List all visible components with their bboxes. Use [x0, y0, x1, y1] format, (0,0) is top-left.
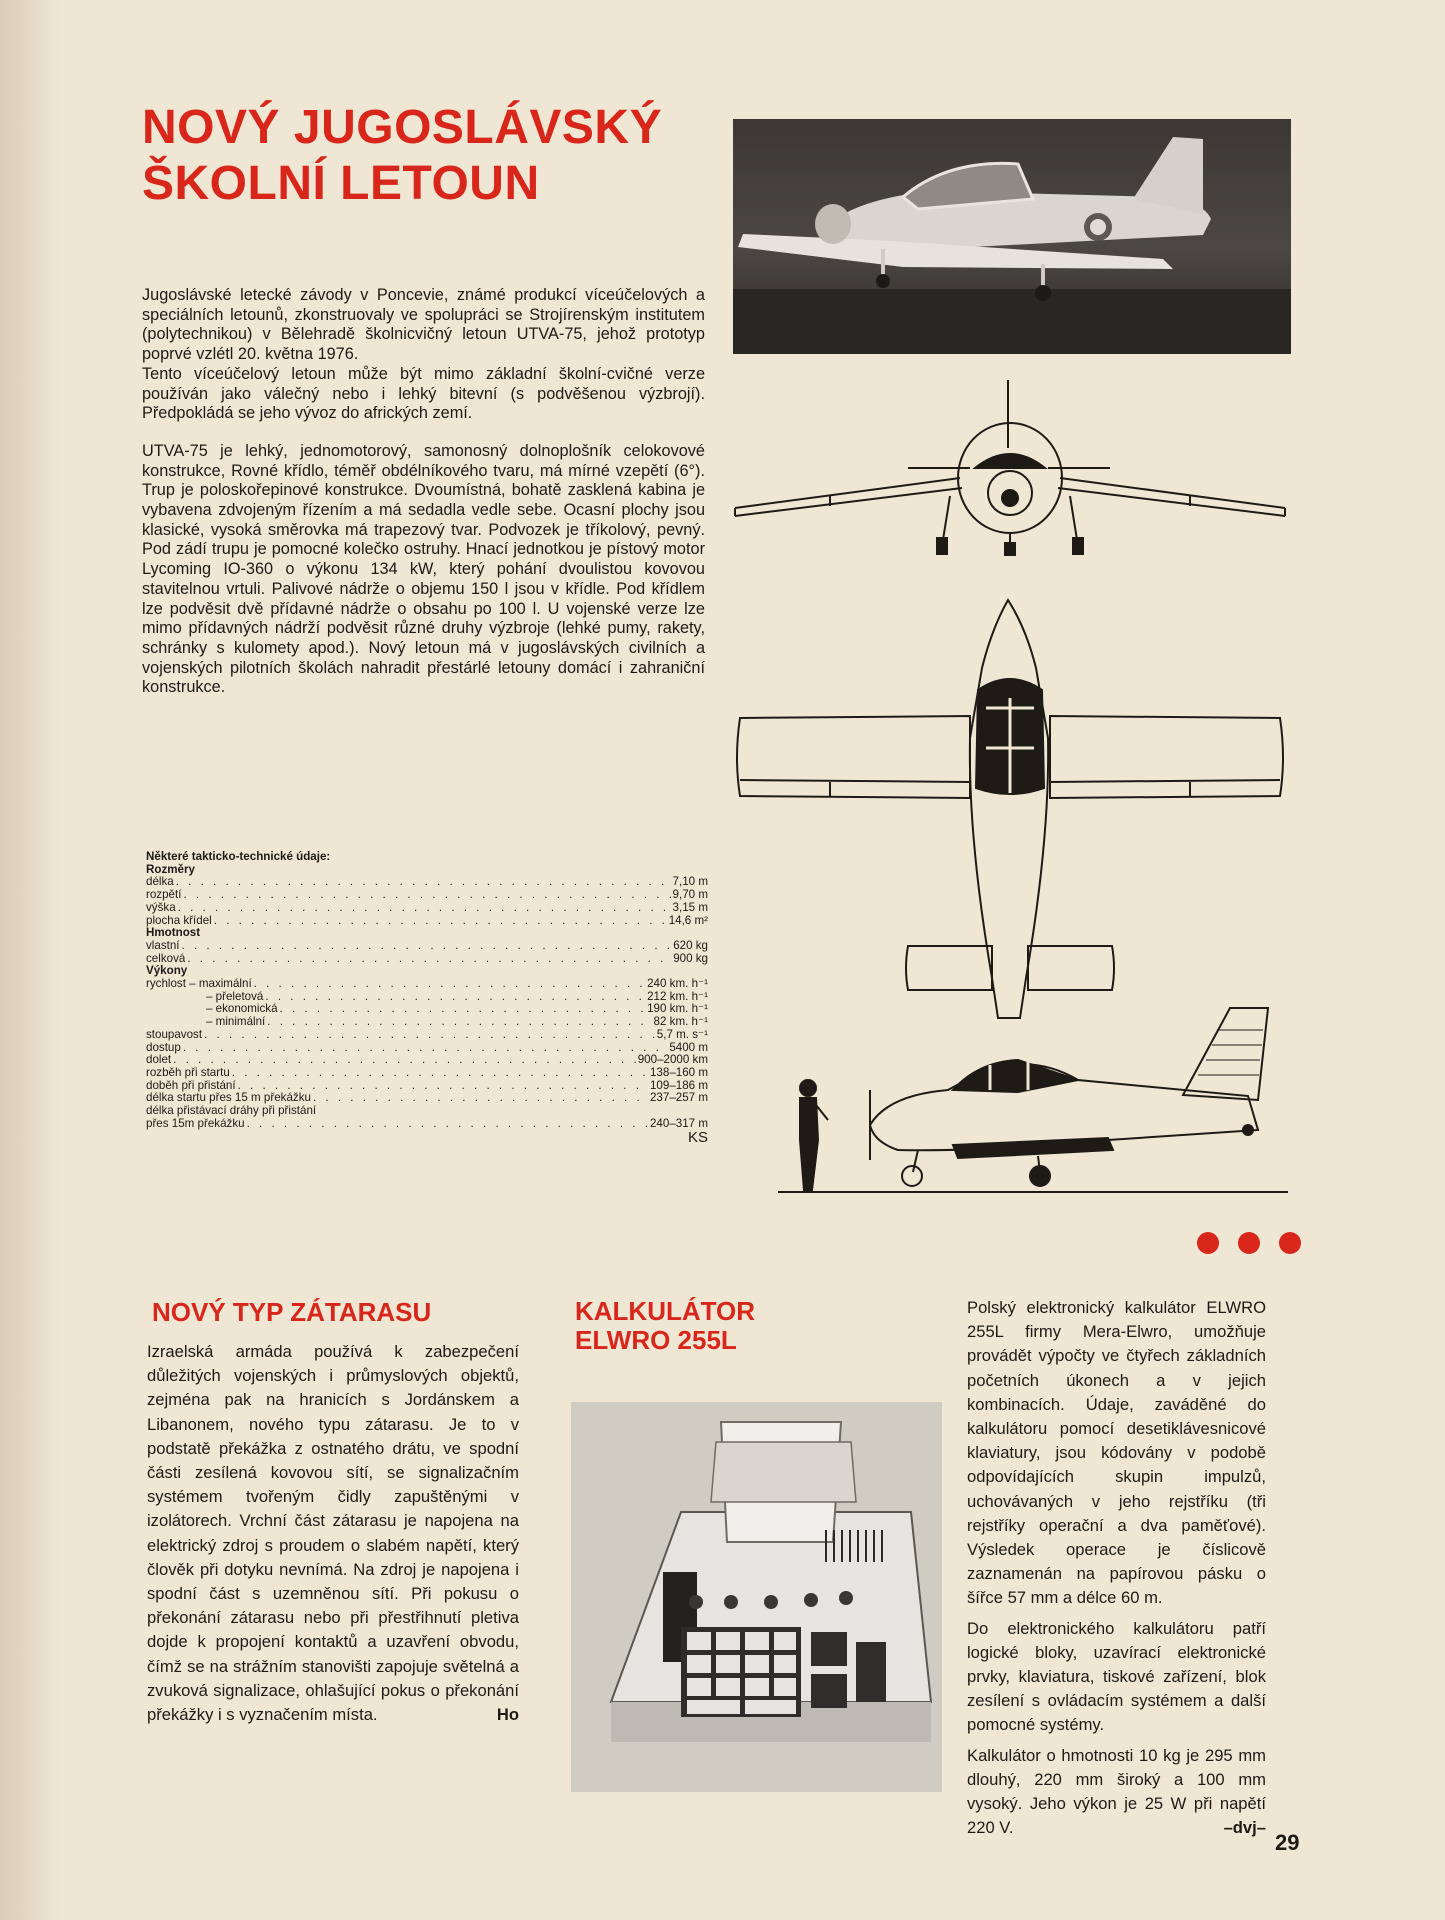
spec-row: – přeletová . . . 212 km. h⁻¹	[146, 991, 708, 1004]
article-title-line-1: KALKULÁTOR	[575, 1296, 756, 1326]
specs-group-dimensions: Rozměry	[146, 862, 195, 876]
article-paragraph: Jugoslávské letecké závody v Poncevie, známé produkcí víceúčelových a speciálních letounů, zkonstruovaly ve spolupráci se Strojírenským institutem (polytechnikou) v Bělehradě školnicvičný letoun UTVA-75, jehož prototyp poprvé vzlétl 20. května 1976.	[142, 286, 705, 364]
spec-row: doběh při přistání . . . 109–186 m	[146, 1080, 708, 1093]
spec-row: dostup . . . 5400 m	[146, 1042, 708, 1055]
spec-row: celková . . . 900 kg	[146, 953, 708, 966]
spec-row: délka . . . 7,10 m	[146, 876, 708, 889]
specs-table	[146, 851, 708, 1145]
article-paragraph: Kalkulátor o hmotnosti 10 kg je 295 mm dlouhý, 220 mm široký a 100 mm vysoký. Jeho výkon je 25 W při napětí 220 V. –dvj–	[967, 1744, 1266, 1841]
spec-row: stoupavost . . . 5,7 m. s⁻¹	[146, 1029, 708, 1042]
spec-row: přes 15m překážku . . . 240–317 m	[146, 1118, 708, 1131]
article-body	[147, 1340, 519, 1727]
article-paragraph: Polský elektronický kalkulátor ELWRO 255L firmy Mera-Elwro, umožňuje provádět výpočty ve čtyřech základních početních úkonech a v jejich kombinacích. Údaje, zaváděné do kalkulátoru pomocí desetiklávesnicové klaviatury, jsou kódovány v podobě odpovídajících skupin impulzů, uchovávaných v jeho rejstříku (tři rejstříky operační a dva paměťové). Výsledek operace je číslicově zaznamenán na papírovou pásku o šířce 57 mm a délce 60 m.	[967, 1298, 1266, 1608]
article-body	[967, 1296, 1266, 1840]
specs-heading: Některé takticko-technické údaje:	[146, 850, 331, 863]
article-title	[142, 100, 722, 212]
specs-group-performance: Výkony	[146, 964, 188, 978]
calculator-photo	[571, 1402, 942, 1792]
article-title: NOVÝ TYP ZÁTARASU	[152, 1297, 432, 1327]
spec-row: výška . . . 3,15 m	[146, 902, 708, 915]
specs-group-weight: Hmotnost	[146, 926, 201, 940]
calculator-photo-graphic	[571, 1402, 942, 1792]
article-author: –dvj–	[1223, 1818, 1266, 1838]
aircraft-photo-graphic	[733, 119, 1291, 354]
article-paragraph: UTVA-75 je lehký, jednomotorový, samonosný dolnoplošník celokovové konstrukce, Rovné křídlo, téměř obdélníkového tvaru, má mírné vzepětí (6°). Trup je poloskořepinové konstrukce. Dvoumístná, bohatě zasklená kabina je vybavena zdvojeným řízením a má sedadla vedle sebe. Ocasní plochy jsou klasické, vysoká směrovka má trapezový tvar. Podvozek je tříkolový, pevný. Pod zádí trupu je pomocné kolečko ostruhy. Hnací jednotkou je pístový motor Lycoming IO-360 o výkonu 134 kW, který pohání dvoulistou kovovou stavitelnou vrtuli. Palivové nádrže o objemu 150 l jsou v křídle. Pod křídlem lze podvěsit dvě přídavné nádrže o obsahu po 100 l. U vojenské verze lze mimo přídavných nádrží podvěsit různé druhy výzbroje (lehké pumy, rakety, schránky s kulomety apod.). Nový letoun má v jugoslávských civilních a vojenských pilotních školách nahradit přestárlé letouny domácí i zahraniční konstrukce.	[142, 441, 705, 697]
article-paragraph: Do elektronického kalkulátoru patří logické bloky, uzavírací elektronické prvky, klaviatura, tiskové zařízení, blok zesílení s ovládacím systémem a další pomocné systémy.	[967, 1618, 1266, 1735]
spec-row: – ekonomická . . . 190 km. h⁻¹	[146, 1003, 708, 1016]
aircraft-side-view-drawing	[778, 1000, 1288, 1195]
red-dot-ornament	[1197, 1232, 1301, 1256]
page-edge-shade	[0, 0, 60, 1920]
page-number: 29	[1275, 1830, 1300, 1855]
spec-row: dolet . . . 900–2000 km	[146, 1054, 708, 1067]
article-paragraph: Izraelská armáda používá k zabezpečení důležitých vojenských i průmyslových objektů, zejména pak na hranicích s Jordánskem a Libanonem, nového typu zátarasu. Je to v podstatě překážka z ostnatého drátu, ve spodní části zesílená kovovou sítí, se signalizačním systémem tvořeným čidly zapuštěnými v izolátorech. Vrchní část zátarasu je napojena na elektrický zdroj s proudem o slabém napětí, který člověk při dotyku nevnímá. Na zdroj je napojena i spodní část s uzemněnou sítí. Při pokusu o překonání zátarasu nebo při přestřihnutí pletiva dojde k propojení kontaktů a uzavření obvodu, čímž se na strážním stanovišti zapojuje světelná a zvuková signalizace, ohlašující pokus o překonání překážky i s vyznačením místa.	[147, 1342, 519, 1725]
article-paragraph: Tento víceúčelový letoun může být mimo základní školní-cvičné verze používán jako válečný nebo i lehký bitevní (s podvěšenou výzbrojí). Předpokládá se jeho vývoz do afrických zemí.	[142, 364, 705, 423]
aircraft-photo	[733, 119, 1291, 354]
article-title-line-2: ELWRO 255L	[575, 1325, 737, 1355]
article-author: KS	[687, 1129, 708, 1147]
spec-row: vlastní . . . 620 kg	[146, 940, 708, 953]
article-title-line-1: NOVÝ JUGOSLÁVSKÝ	[142, 101, 663, 154]
spec-row: – minimální . . . 82 km. h⁻¹	[146, 1016, 708, 1029]
article-title	[575, 1297, 755, 1355]
article-body	[142, 286, 705, 716]
article-title-line-2: ŠKOLNÍ LETOUN	[142, 157, 540, 210]
spec-row: plocha křídel . . . 14,6 m²	[146, 915, 708, 928]
spec-row: délka startu přes 15 m překážku . . . 237–257 m	[146, 1092, 708, 1105]
spec-row: rozpětí . . . 9,70 m	[146, 889, 708, 902]
spec-row: rychlost – maximální . . . 240 km. h⁻¹	[146, 978, 708, 991]
article-author: Ho	[496, 1705, 519, 1725]
aircraft-top-view-drawing	[730, 598, 1290, 1028]
spec-row: délka přistávací dráhy při přistání	[146, 1104, 317, 1118]
spec-row: rozběh při startu . . . 138–160 m	[146, 1067, 708, 1080]
aircraft-front-view-drawing	[730, 378, 1290, 558]
